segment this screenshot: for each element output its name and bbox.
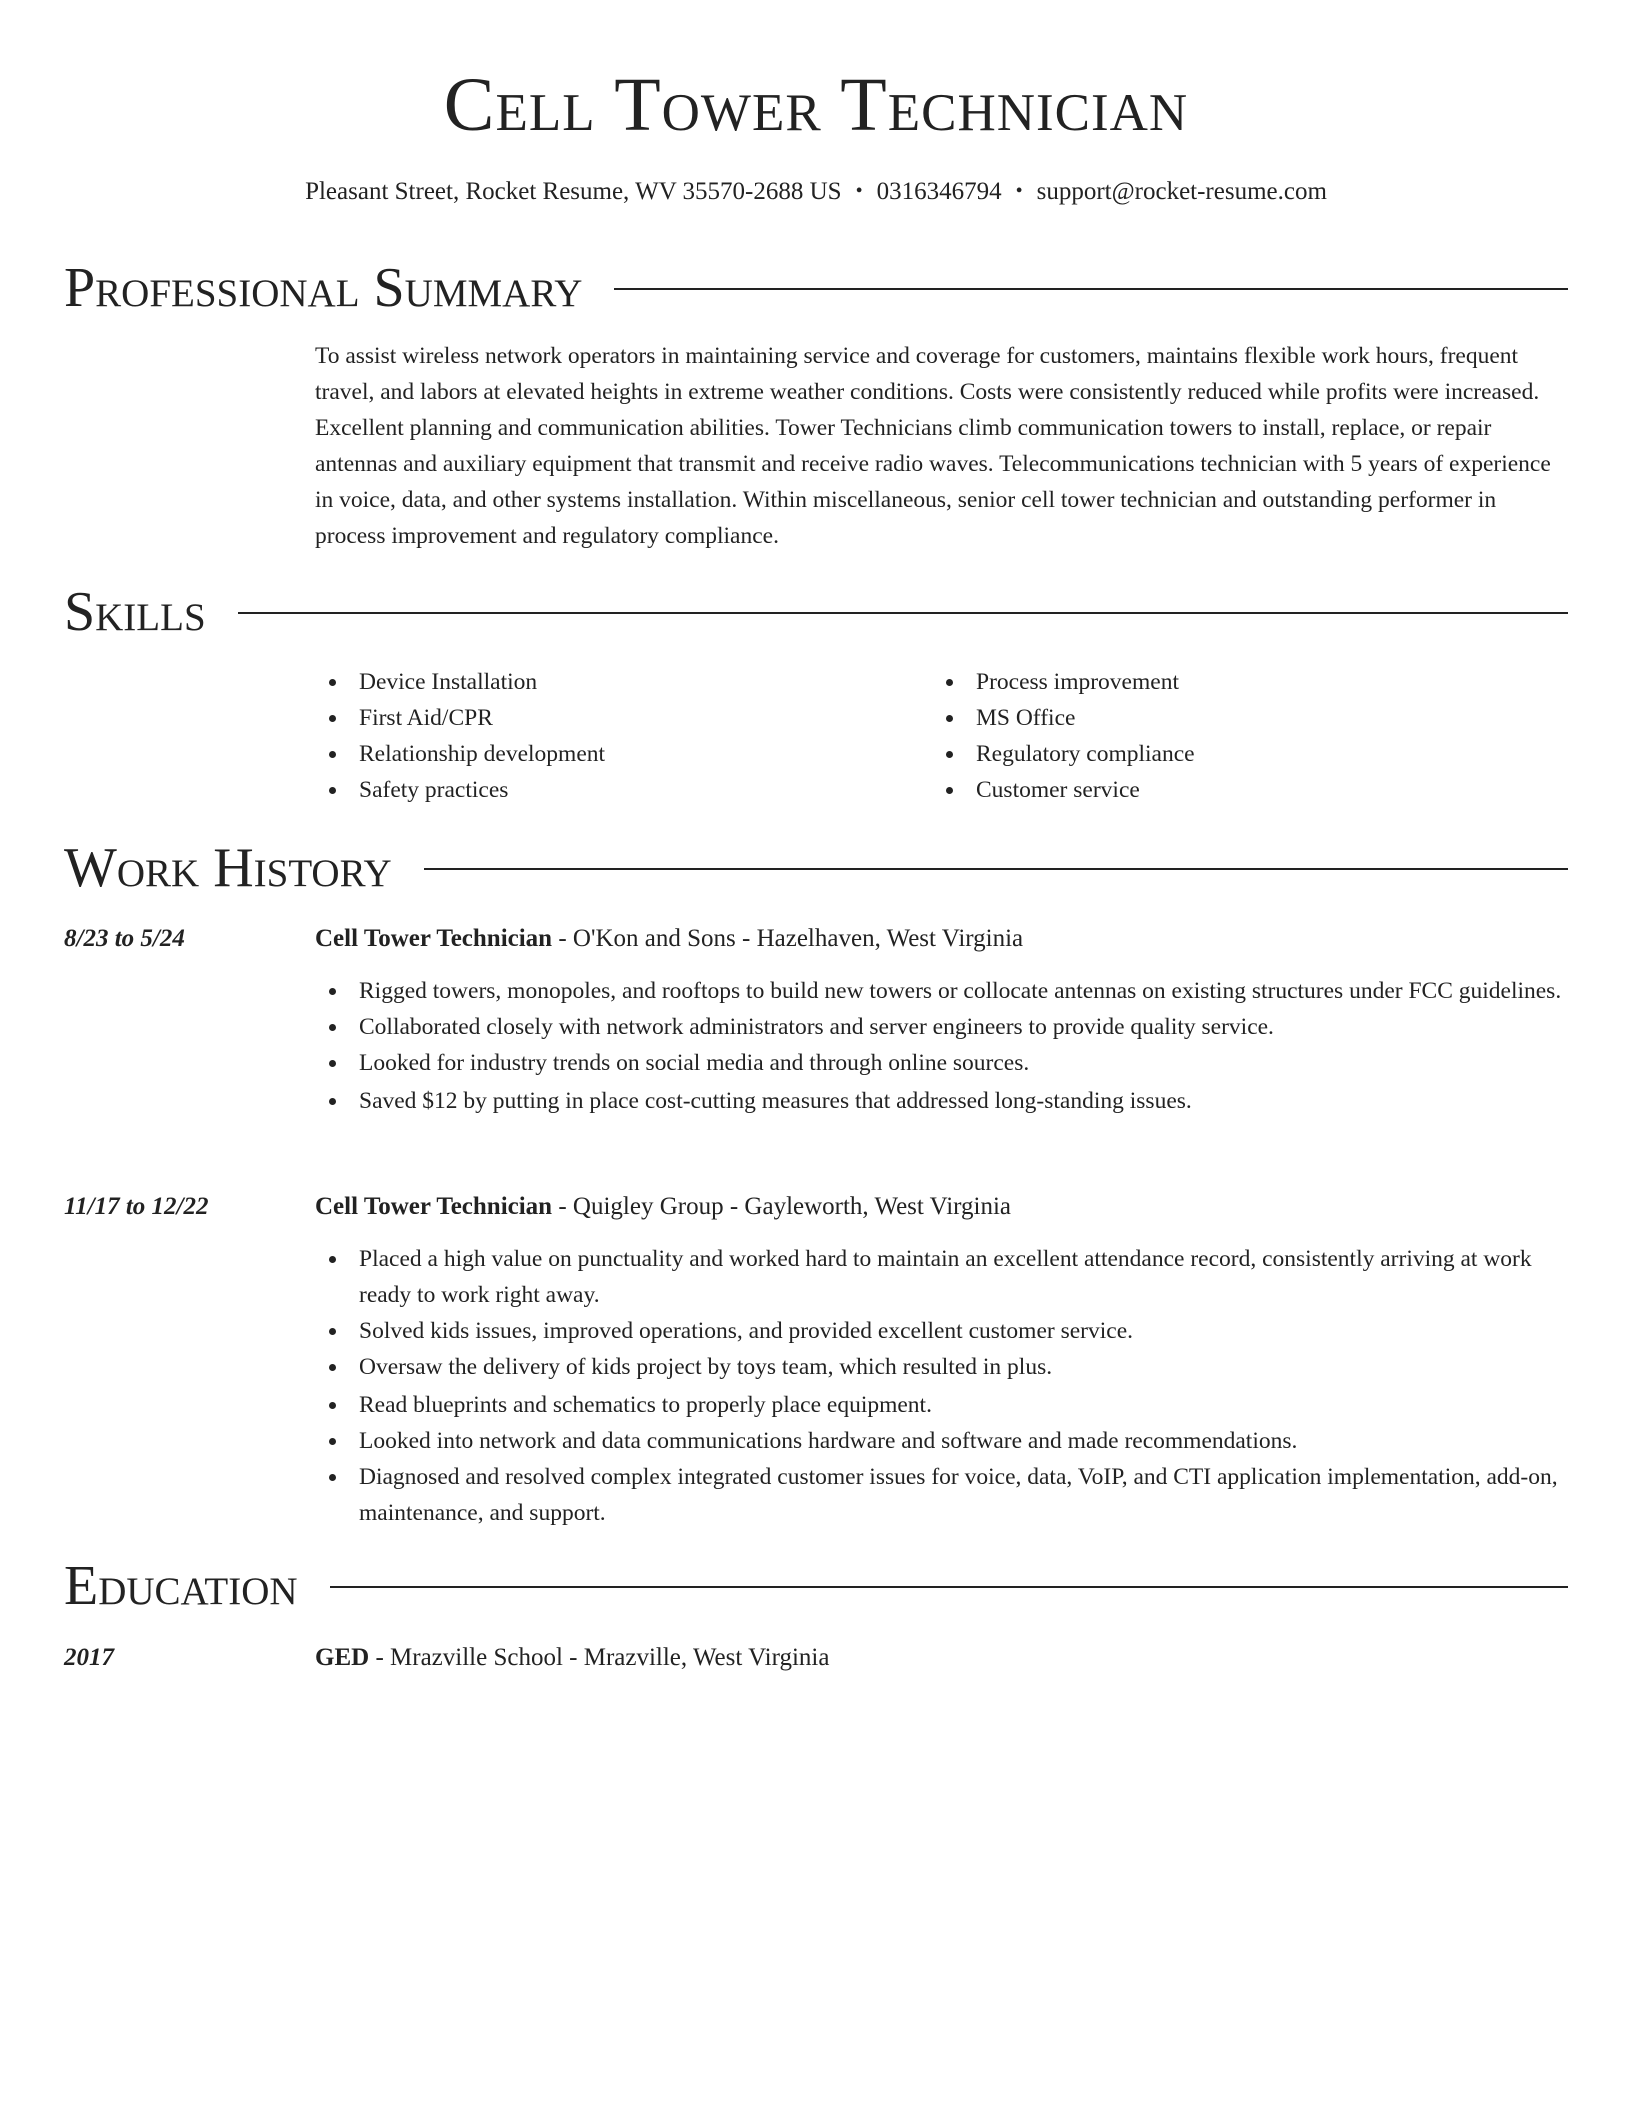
skill-item: MS Office — [932, 700, 1492, 736]
section-divider — [238, 612, 1568, 614]
education-school: - Mrazville School - Mrazville, West Virginia — [369, 1644, 830, 1671]
job-bullet: Looked into network and data communications hardware and software and made recommendations. — [315, 1423, 1570, 1459]
job-heading — [315, 921, 1570, 957]
contact-line — [0, 176, 1632, 207]
job-heading — [315, 1189, 1570, 1225]
section-title-skills: Skills — [64, 581, 206, 643]
contact-separator: • — [855, 180, 863, 202]
job-company: - O'Kon and Sons - Hazelhaven, West Virginia — [552, 925, 1024, 952]
skill-item: Customer service — [932, 772, 1492, 808]
job-bullet: Rigged towers, monopoles, and rooftops to build new towers or collocate antennas on existing structures under FCC guidelines. — [315, 973, 1570, 1009]
job-role: Cell Tower Technician — [315, 1193, 553, 1220]
skills-list-right — [932, 664, 1492, 808]
skill-item: Safety practices — [315, 772, 875, 808]
job-bullet: Diagnosed and resolved complex integrated customer issues for voice, data, VoIP, and CTI application implementation, add-on, maintenance, and support. — [315, 1459, 1570, 1531]
job-bullet: Placed a high value on punctuality and worked hard to maintain an excellent attendance record, consistently arriving at work ready to work right away. — [315, 1241, 1570, 1313]
education-degree: GED — [315, 1644, 370, 1671]
section-divider — [424, 868, 1568, 870]
job-dates: 8/23 to 5/24 — [64, 925, 185, 952]
contact-separator: • — [1015, 180, 1023, 202]
section-header-summary — [64, 258, 1568, 318]
job-role: Cell Tower Technician — [315, 925, 553, 952]
section-title-summary: Professional Summary — [64, 257, 583, 319]
job-bullet: Read blueprints and schematics to properly place equipment. — [315, 1387, 1570, 1423]
job-bullet: Saved $12 by putting in place cost-cutting measures that addressed long-standing issues. — [315, 1083, 1570, 1119]
job-bullets — [315, 973, 1570, 1119]
section-header-education — [64, 1556, 1568, 1616]
skills-list-left — [315, 664, 875, 808]
skill-item: First Aid/CPR — [315, 700, 875, 736]
section-divider — [330, 1586, 1568, 1588]
section-title-education: Education — [64, 1555, 298, 1617]
summary-text: To assist wireless network operators in maintaining service and coverage for customers, maintains flexible work hours, frequent travel, and labors at elevated heights in extreme weather conditions. Costs were consistently reduced while profits were increased. Excellent planning and communication abilities. Tower Technicians climb communication towers to install, replace, or repair antennas and auxiliary equipment that transmit and receive radio waves. Telecommunications technician with 5 years of experience in voice, data, and other systems installation. Within miscellaneous, senior cell tower technician and outstanding performer in process improvement and regulatory compliance. — [315, 343, 1551, 549]
contact-address: Pleasant Street, Rocket Resume, WV 35570-2688 US — [305, 178, 842, 205]
section-header-work — [64, 838, 1568, 898]
candidate-name: Cell Tower Technician — [443, 63, 1189, 147]
skill-item: Device Installation — [315, 664, 875, 700]
skill-item: Relationship development — [315, 736, 875, 772]
job-bullet: Solved kids issues, improved operations, and provided excellent customer service. — [315, 1313, 1570, 1349]
section-header-skills — [64, 582, 1568, 642]
job-bullet: Collaborated closely with network administrators and server engineers to provide quality service. — [315, 1009, 1570, 1045]
education-year: 2017 — [64, 1644, 114, 1671]
job-bullet: Looked for industry trends on social media and through online sources. — [315, 1045, 1570, 1081]
job-dates: 11/17 to 12/22 — [64, 1193, 209, 1220]
section-title-work: Work History — [64, 837, 392, 899]
contact-phone: 0316346794 — [876, 178, 1002, 205]
skill-item: Regulatory compliance — [932, 736, 1492, 772]
education-heading — [315, 1640, 1570, 1676]
skill-item: Process improvement — [932, 664, 1492, 700]
job-company: - Quigley Group - Gayleworth, West Virginia — [552, 1193, 1012, 1220]
contact-email: support@rocket-resume.com — [1036, 178, 1327, 205]
job-bullets — [315, 1241, 1570, 1531]
section-divider — [614, 288, 1568, 290]
job-bullet: Oversaw the delivery of kids project by toys team, which resulted in plus. — [315, 1349, 1570, 1385]
